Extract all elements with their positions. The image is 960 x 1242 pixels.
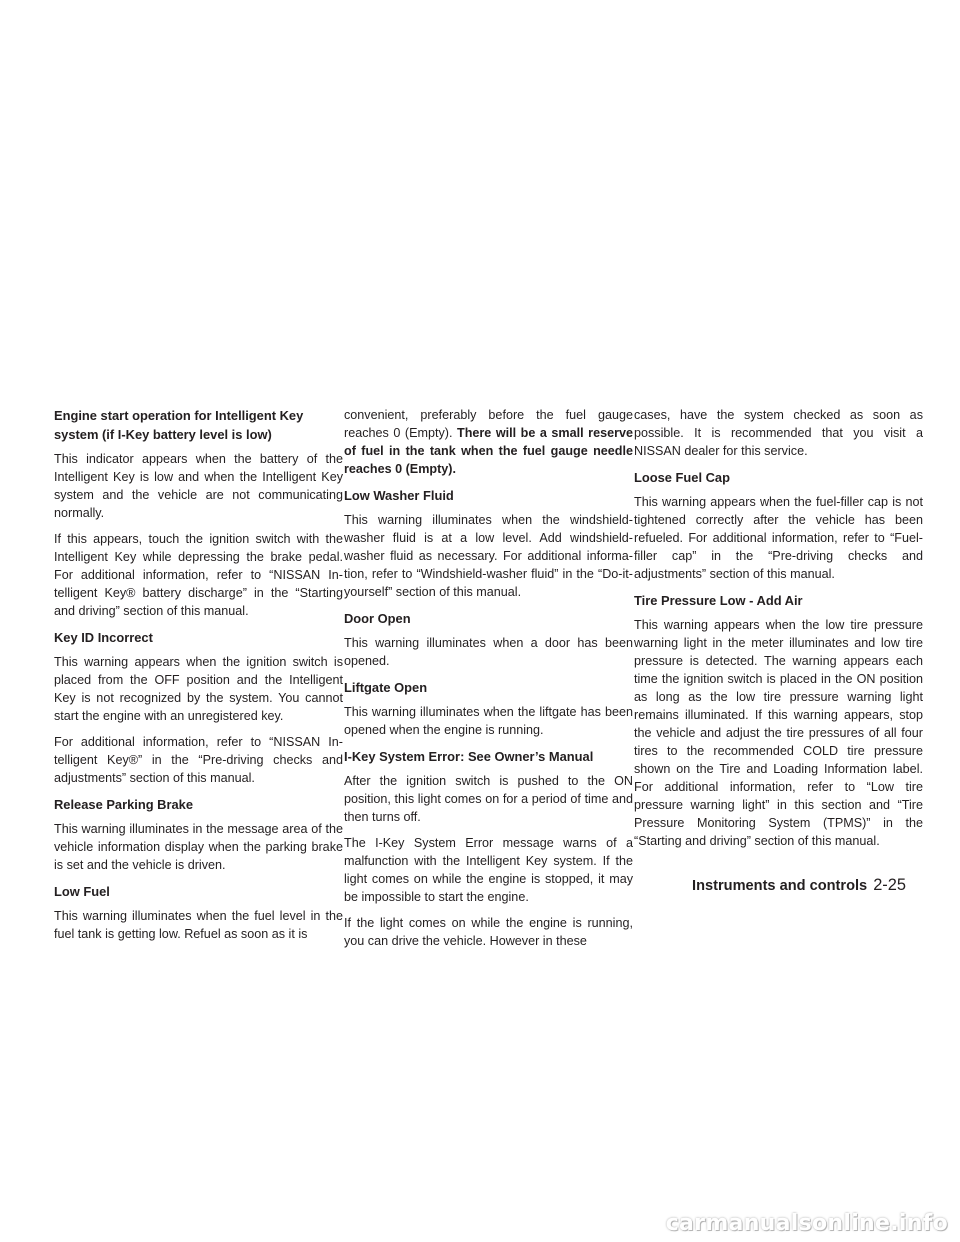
section-heading-tire-pressure-low: Tire Pressure Low - Add Air [634,593,803,608]
section-heading-engine-start: Engine start operation for Intelligent Key system (if I-Key battery level is low) [54,408,304,442]
paragraph [344,406,633,478]
section-heading-release-parking-brake: Release Parking Brake [54,797,194,812]
paragraph: The I-Key System Error message warns of a malfunction with the Intelligent Key system. If the light comes on while the engine is stopped, it may be impossible to start the engine. [344,836,633,904]
section-heading-low-washer-fluid: Low Washer Fluid [344,488,454,503]
paragraph: This warning appears when the fuel-filler cap is not tightened correctly after the vehicle has been refueled. For additional information, refer to “Fuel-filler cap” in the “Pre-driving checks and adjustments” section of this manual. [634,495,923,581]
paragraph: After the ignition switch is pushed to the ON position, this light comes on for a period of time and then turns off. [344,774,633,824]
section-heading-low-fuel: Low Fuel [54,884,110,899]
page-number: 2-25 [873,876,906,894]
paragraph: This warning illuminates in the message area of the vehicle information display when the parking brake is set and the vehicle is driven. [54,822,343,872]
paragraph: This warning appears when the low tire pressure warning light in the meter illuminates and low tire pressure is detected. The warning appears each time the ignition switch is placed in the ON position as long as the low tire pressure warning light remains illuminated. If this warning appears, stop the vehicle and adjust the tire pressures of all four tires to the recommended COLD tire pressure shown on the Tire and Loading Information label. For additional information, refer to “Low tire pressure warning light” in this section and “Tire Pressure Monitoring System (TPMS)” in the “Starting and driving” section of this manual. [634,618,923,848]
page-footer [600,876,906,895]
paragraph: This warning appears when the ignition switch is placed from the OFF position and the Intelligent Key is not recognized by the system. You cannot start the engine with an unregistered key. [54,655,343,723]
paragraph: This warning illuminates when the windshield-washer fluid is at a low level. Add windshield-washer fluid as necessary. For additional information, refer to “Windshield-washer fluid” in the “Do-it-yourself” section of this manual. [344,513,633,599]
footer-section-title: Instruments and controls [692,878,868,894]
watermark: carmanualsonline.info [665,1211,948,1236]
paragraph: If this appears, touch the ignition switch with the Intelligent Key while depressing the brake pedal. For additional information, refer to “NISSAN Intelligent Key® battery discharge” in the “Starting and driving” section of this manual. [54,532,343,618]
text-column-3 [634,406,923,858]
paragraph: This warning illuminates when the liftgate has been opened when the engine is running. [344,705,633,737]
paragraph-bold-text: There will be a small reserve of fuel in the tank when the fuel gauge needle reaches 0 (Empty). [344,426,633,476]
section-heading-key-id-incorrect: Key ID Incorrect [54,630,153,645]
text-column-2 [344,406,633,958]
paragraph: For additional information, refer to “NISSAN Intelligent Key®” in the “Pre-driving checks and adjustments” section of this manual. [54,735,343,785]
text-column-1 [54,406,343,951]
paragraph: If the light comes on while the engine is running, you can drive the vehicle. However in these [344,916,633,948]
paragraph: This warning illuminates when a door has been opened. [344,636,633,668]
paragraph-text: convenient, preferably before the fuel gauge reaches 0 (Empty). [344,408,633,440]
section-heading-i-key-system-error: I-Key System Error: See Owner’s Manual [344,749,594,764]
paragraph: cases, have the system checked as soon as possible. It is recommended that you visit a NISSAN dealer for this service. [634,408,923,458]
section-heading-loose-fuel-cap: Loose Fuel Cap [634,470,730,485]
paragraph: This warning illuminates when the fuel level in the fuel tank is getting low. Refuel as soon as it is [54,909,343,941]
section-heading-liftgate-open: Liftgate Open [344,680,428,695]
paragraph: This indicator appears when the battery of the Intelligent Key is low and when the Intelligent Key system and the vehicle are not communicating normally. [54,452,343,520]
section-heading-door-open: Door Open [344,611,411,626]
